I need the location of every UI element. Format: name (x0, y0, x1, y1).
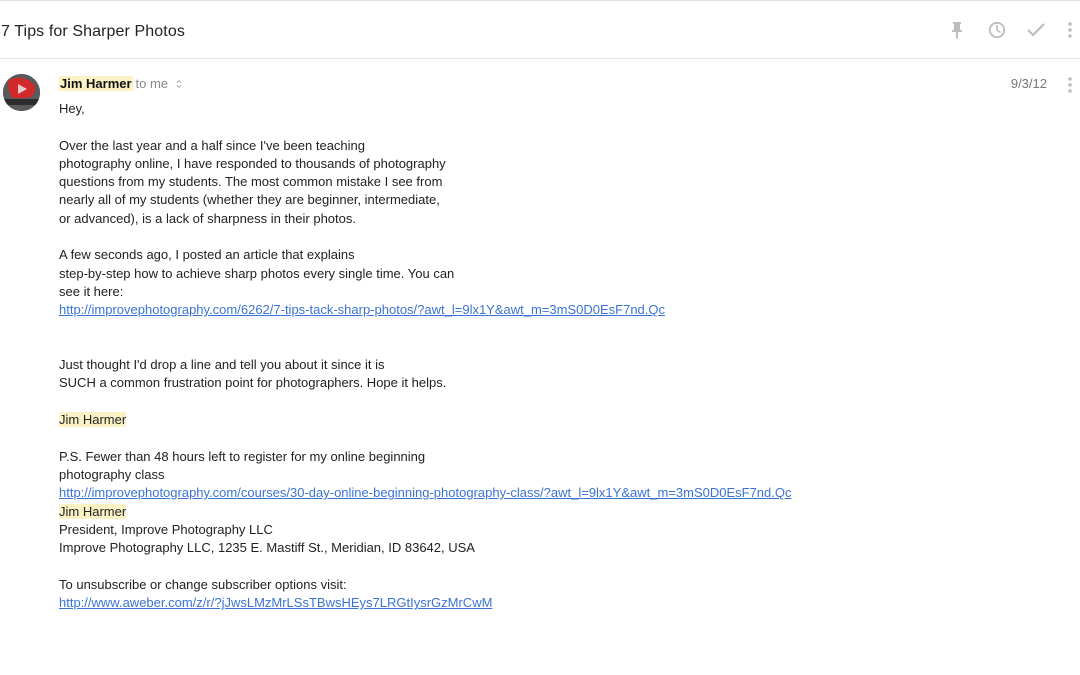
check-icon[interactable] (1026, 20, 1046, 40)
body-line: A few seconds ago, I posted an article that explains (59, 247, 355, 263)
details-expand-icon[interactable] (176, 77, 182, 92)
message-date: 9/3/12 (1010, 76, 1047, 91)
signature-name: Jim Harmer (59, 412, 127, 428)
body-line: step-by-step how to achieve sharp photos every single time. You can (59, 265, 455, 281)
body-line: photography class (59, 466, 165, 482)
body-line: questions from my students. The most common mistake I see from (59, 174, 443, 190)
pin-icon[interactable] (947, 20, 967, 40)
signature-name-2: Jim Harmer (59, 503, 127, 519)
sender-row (59, 76, 182, 94)
recipient-label: to me (135, 76, 169, 91)
more-vertical-icon[interactable] (1060, 20, 1080, 40)
sender-name[interactable]: Jim Harmer (60, 76, 132, 91)
body-line: Over the last year and a half since I've been teaching (59, 137, 366, 153)
email-subject: 7 Tips for Sharper Photos (1, 23, 185, 40)
unsubscribe-text: To unsubscribe or change subscriber options visit: (59, 576, 347, 592)
body-line: or advanced), is a lack of sharpness in their photos. (59, 210, 356, 226)
sender-avatar[interactable] (3, 74, 40, 111)
signature-title: President, Improve Photography LLC (59, 521, 273, 537)
class-link[interactable]: http://improvephotography.com/courses/30-day-online-beginning-photography-class/?awt_l=9lx1Y&awt_m=3mS0D0EsF7nd.Qc (59, 485, 792, 501)
message-more-icon[interactable] (1060, 74, 1080, 96)
message-header (0, 1, 1080, 59)
body-line: SUCH a common frustration point for photographers. Hope it helps. (59, 375, 447, 391)
message-body (59, 100, 1059, 612)
body-line: nearly all of my students (whether they are beginner, intermediate, (59, 192, 440, 208)
greeting: Hey, (59, 101, 85, 116)
article-link[interactable]: http://improvephotography.com/6262/7-tips-tack-sharp-photos/?awt_l=9lx1Y&awt_m=3mS0D0EsF7nd.Qc (59, 302, 666, 318)
body-line: photography online, I have responded to thousands of photography (59, 155, 446, 171)
body-line: Just thought I'd drop a line and tell you about it since it is (59, 357, 385, 373)
clock-icon[interactable] (987, 20, 1007, 40)
signature-address: Improve Photography LLC, 1235 E. Mastiff St., Meridian, ID 83642, USA (59, 540, 475, 556)
body-line: P.S. Fewer than 48 hours left to register for my online beginning (59, 448, 426, 464)
body-line: see it here: (59, 283, 124, 299)
unsubscribe-link[interactable]: http://www.aweber.com/z/r/?jJwsLMzMrLSsTBwsHEys7LRGtIysrGzMrCwM (59, 595, 493, 611)
